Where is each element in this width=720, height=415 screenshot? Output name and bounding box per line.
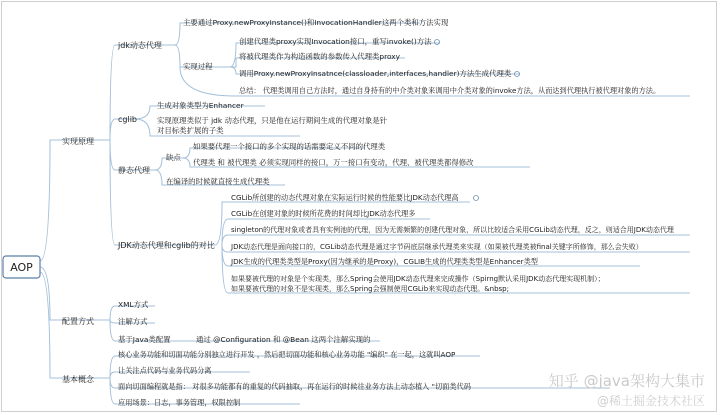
node-compare-item-2[interactable]: CGLib在创建对象的时候所花费的时间却比JDK动态代理多	[231, 209, 416, 218]
node-static-generate[interactable]: 在编译的时候就直接生成代理类	[166, 177, 270, 186]
node-cglib[interactable]: cglib	[118, 115, 137, 124]
node-config-annotation[interactable]: 注解方式	[118, 317, 148, 326]
connector-root-config	[40, 267, 100, 320]
node-jdk-proxy[interactable]: jdk动态代理	[118, 41, 162, 50]
node-compare-item-3[interactable]: singleton的代理对象或者具有实例池的代理，因为无需频繁的创建代理对象，所以比较适合采用CGLib动态代理，反之，则适合用JDK动态代理	[231, 226, 674, 234]
node-static-proxy[interactable]: 静态代理	[118, 166, 150, 175]
expand-icon[interactable]	[474, 196, 479, 201]
connector-root-impl	[40, 140, 100, 261]
node-concept-2[interactable]: 让关注点代码与业务代码分离	[118, 366, 212, 375]
node-compare-item-1[interactable]: CGLib所创建的动态代理对象在实际运行时候的性能要比JDK动态代理高	[231, 193, 459, 202]
node-jdk-process[interactable]: 实现过程	[183, 62, 213, 71]
node-static-drawback-2[interactable]: 代理类 和 被代理类 必须实现同样的接口，万一接口有变动，代理、被代理类都得修改	[193, 158, 474, 167]
node-concept-1[interactable]: 核心业务功能和切面功能分别独立进行开发 ，然后把切面功能和核心业务功能 "编织" 在一起，这就叫AOP	[118, 350, 456, 359]
watermark-line-1: 知乎 @java架构大集市	[548, 372, 705, 390]
node-compare[interactable]: JDK动态代理和cglib的对比	[118, 241, 215, 250]
node-config-xml[interactable]: XML方式	[118, 300, 149, 309]
node-config-java-note[interactable]: 通过 @Configuration 和 @Bean 这两个注解实现的	[196, 335, 371, 344]
connector-impl-jdk	[100, 45, 115, 140]
node-compare-item-4[interactable]: JDK动态代理是面向接口的，CGLib动态代理是通过字节码底层继承代理类来实现（如果被代理类被final关键字所修饰，那么会失败）	[231, 243, 643, 251]
node-static-drawback-1[interactable]: 如果要代理一个接口的多个实现的话需要定义不同的代理类	[193, 142, 386, 151]
node-jdk-desc[interactable]: 主要通过Proxy.newProxyInstance()和InvocationHandler这两个类和方法实现	[183, 18, 449, 27]
branch-config[interactable]: 配置方式	[62, 317, 94, 326]
node-compare-item-7[interactable]: 如果要被代理的对象不是实现类，那么Spring会强制使用CGLib来实现动态代理。&nbsp;	[231, 285, 509, 293]
node-jdk-summary[interactable]: 总结： 代理类调用自己方法时，通过自身持有的中介类对象来调用中介类对象的invoke方法，从而达到代理执行被代理对象的方法。	[239, 86, 661, 95]
connector-impl-cglib	[110, 119, 115, 140]
connector-impl-static	[110, 140, 115, 170]
watermark-line-2: @稀土掘金技术社区	[596, 394, 705, 408]
node-cglib-item-1[interactable]: 生成对象类型为Enhancer	[157, 101, 244, 110]
node-static-drawbacks[interactable]: 缺点	[166, 153, 181, 162]
branch-impl[interactable]: 实现原理	[62, 137, 94, 146]
expand-icon[interactable]	[435, 40, 440, 45]
branch-concepts[interactable]: 基本概念	[62, 375, 94, 384]
node-jdk-step-1[interactable]: 创建代理类proxy实现Invocation接口，重写invoke()方法	[239, 37, 432, 46]
node-config-java[interactable]: 基于Java类配置	[118, 335, 171, 344]
node-compare-item-6[interactable]: 如果要被代理的对象是个实现类，那么Spring会使用JDK动态代理来完成操作（Spirng默认采用JDK动态代理实现机制）；	[231, 275, 605, 283]
node-cglib-item-2a[interactable]: 实现原理类似于 jdk 动态代理，只是他在运行期间生成的代理对象是针	[157, 116, 388, 125]
node-jdk-step-3[interactable]: 调用Proxy.newProxyInsatnce(classloader,interfaces,handler)方法生成代理类	[239, 69, 512, 78]
node-concept-4[interactable]: 应用场景：日志，事务管理，权限控制	[118, 398, 241, 407]
node-jdk-step-2[interactable]: 将被代理类作为构造函数的参数传入代理类proxy	[239, 52, 401, 61]
node-concept-3[interactable]: 面向切面编程就是指： 对很多功能都有的重复的代码抽取，再在运行的时候往业务方法上动态植入 "切面类代码	[118, 382, 471, 391]
node-cglib-item-2b[interactable]: 对目标类扩展的子类	[157, 126, 224, 135]
root-node[interactable]: AOP	[10, 261, 33, 274]
node-compare-item-5[interactable]: JDK生成的代理类类型是Proxy(因为继承的是Proxy)，CGLIB生成的代理类类型是Enhancer类型	[231, 257, 539, 266]
